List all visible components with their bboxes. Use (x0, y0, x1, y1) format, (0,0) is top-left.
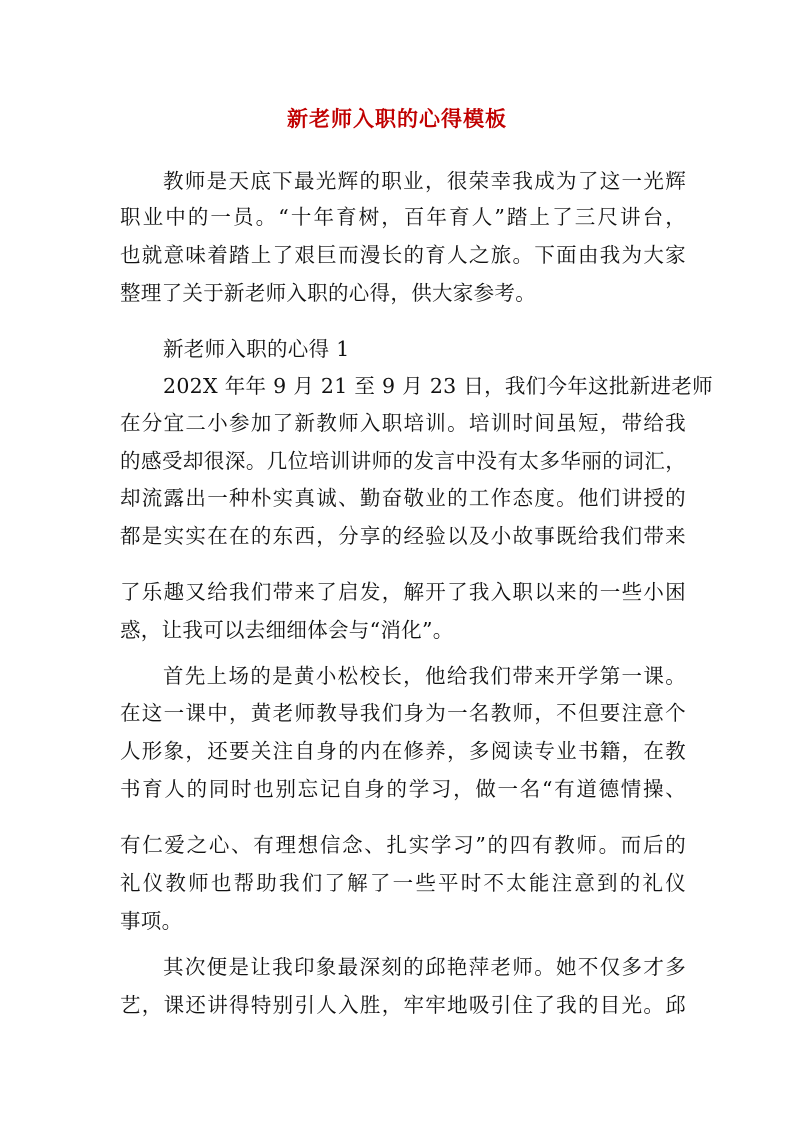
document-title: 新老师入职的心得模板 (287, 106, 507, 131)
text-line: 书育人的同时也别忘记自身的学习，做一名“有道德情操、 (120, 777, 686, 801)
text-line: 职业中的一员。“十年育树，百年育人”踏上了三尺讲台， (120, 205, 686, 229)
text-line: 整理了关于新老师入职的心得，供大家参考。 (120, 281, 536, 305)
section-heading: 新老师入职的心得 1 (163, 337, 350, 361)
text-line: 事项。 (120, 909, 183, 933)
text-line: 在分宜二小参加了新教师入职培训。培训时间虽短，带给我 (120, 411, 686, 435)
text-line: 的感受却很深。几位培训讲师的发言中没有太多华丽的词汇， (120, 449, 686, 473)
text-line: 也就意味着踏上了艰巨而漫长的育人之旅。下面由我为大家 (120, 243, 686, 267)
text-line: 艺，课还讲得特别引人入胜，牢牢地吸引住了我的目光。邱 (120, 993, 686, 1017)
text-line: 首先上场的是黄小松校长，他给我们带来开学第一课。 (163, 664, 686, 688)
text-line: 202X 年年 9 月 21 至 9 月 23 日，我们今年这批新进老师 (163, 374, 713, 398)
text-line: 都是实实在在的东西，分享的经验以及小故事既给我们带来 (120, 524, 686, 548)
text-line: 在这一课中，黄老师教导我们身为一名教师，不但要注意个 (120, 701, 686, 725)
text-line: 惑，让我可以去细细体会与“消化”。 (120, 618, 454, 642)
text-line: 了乐趣又给我们带来了启发，解开了我入职以来的一些小困 (120, 580, 686, 604)
text-line: 其次便是让我印象最深刻的邱艳萍老师。她不仅多才多 (163, 955, 686, 979)
text-line: 人形象，还要关注自身的内在修养，多阅读专业书籍，在教 (120, 739, 686, 763)
text-line: 教师是天底下最光辉的职业，很荣幸我成为了这一光辉 (163, 169, 686, 193)
text-line: 有仁爱之心、有理想信念、扎实学习”的四有教师。而后的 (120, 833, 686, 857)
text-line: 礼仪教师也帮助我们了解了一些平时不太能注意到的礼仪 (120, 871, 686, 895)
text-line: 却流露出一种朴实真诚、勤奋敬业的工作态度。他们讲授的 (120, 486, 686, 510)
